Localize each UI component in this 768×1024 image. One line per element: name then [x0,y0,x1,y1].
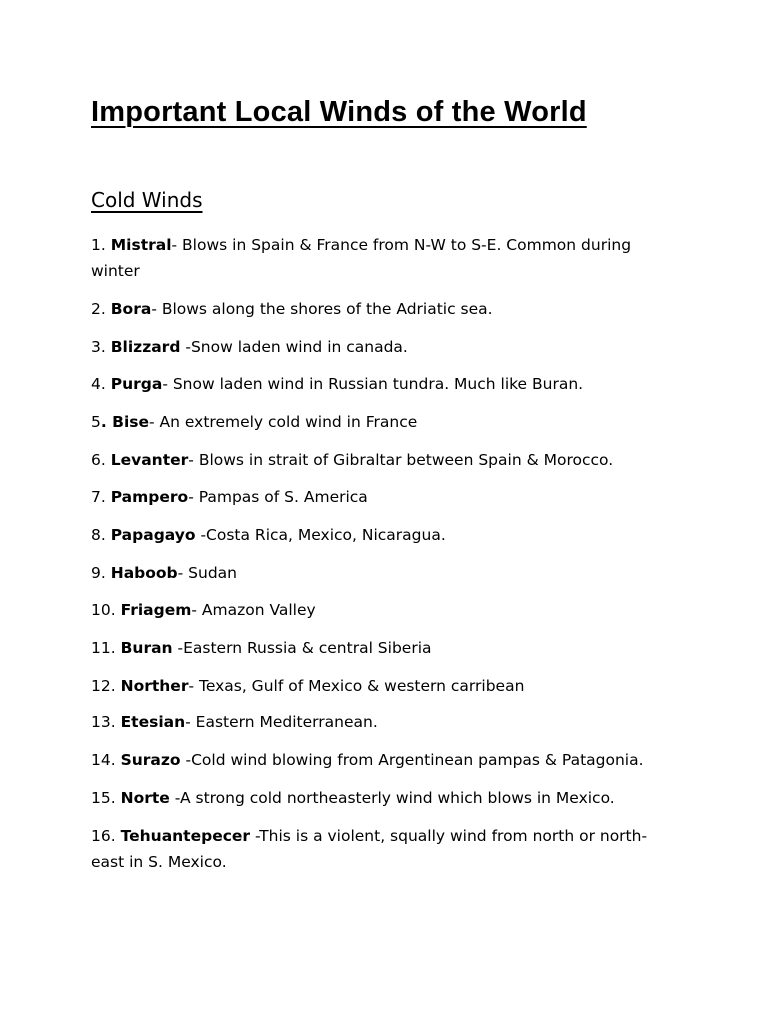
wind-name: Norte [120,789,170,807]
list-item [91,296,671,322]
list-item [91,785,671,811]
wind-description: - Blows in strait of Gibraltar between Spain & Morocco. [188,451,614,469]
wind-description: -Eastern Russia & central Siberia [172,639,432,657]
list-item [91,334,671,360]
wind-description: - Texas, Gulf of Mexico & western carribean [188,677,525,695]
item-number: 13. [91,713,116,731]
item-number: 14. [91,751,116,769]
wind-name: Etesian [120,713,186,731]
wind-name: Buran [120,639,173,657]
wind-description: - Blows along the shores of the Adriatic sea. [151,300,493,318]
list-item [91,597,671,623]
item-number: 7. [91,488,106,506]
wind-description: -A strong cold northeasterly wind which blows in Mexico. [169,789,615,807]
wind-name: Levanter [110,451,189,469]
list-item [91,522,671,548]
wind-name: Pampero [110,488,189,506]
list-item [91,747,671,773]
list-item [91,409,671,435]
wind-name: Haboob [110,564,178,582]
document-title: Important Local Winds of the World [91,96,587,128]
wind-name: Friagem [120,601,192,619]
item-number: 12. [91,677,116,695]
wind-name: Bora [110,300,152,318]
wind-description: - Amazon Valley [191,601,316,619]
wind-description: - An extremely cold wind in France [149,413,418,431]
wind-description: - Snow laden wind in Russian tundra. Much like Buran. [162,375,584,393]
wind-description: - Eastern Mediterranean. [185,713,378,731]
list-item [91,484,671,510]
item-number: 11. [91,639,116,657]
section-heading: Cold Winds [91,188,203,212]
list-item [91,635,671,661]
item-number: 8. [91,526,106,544]
item-number: 9. [91,564,106,582]
list-item [91,823,671,875]
item-number: 15. [91,789,116,807]
item-number: 16. [91,827,116,845]
wind-description: -This is a violent, squally wind from north or north-east in S. Mexico. [91,827,648,871]
item-number: 6. [91,451,106,469]
wind-description: - Blows in Spain & France from N-W to S-E. Common during winter [91,236,632,280]
wind-name: Blizzard [110,338,181,356]
list-item [91,709,671,735]
item-number: 10. [91,601,116,619]
wind-name: Norther [120,677,189,695]
wind-name: Surazo [120,751,181,769]
list-item [91,560,671,586]
list-item [91,673,671,699]
item-number: 5 [91,413,101,431]
list-item [91,232,671,284]
wind-description: - Pampas of S. America [188,488,368,506]
item-number: 2. [91,300,106,318]
wind-description: -Cold wind blowing from Argentinean pampas & Patagonia. [180,751,644,769]
wind-name: Tehuantepecer [120,827,251,845]
wind-description: -Costa Rica, Mexico, Nicaragua. [195,526,446,544]
wind-name: Purga [110,375,163,393]
wind-description: -Snow laden wind in canada. [180,338,408,356]
wind-name: Mistral [110,236,172,254]
wind-description: - Sudan [177,564,237,582]
list-item [91,371,671,397]
wind-name: Papagayo [110,526,196,544]
item-number: 3. [91,338,106,356]
item-number: 4. [91,375,106,393]
wind-name: . Bise [100,413,150,431]
list-item [91,447,671,473]
item-number: 1. [91,236,106,254]
